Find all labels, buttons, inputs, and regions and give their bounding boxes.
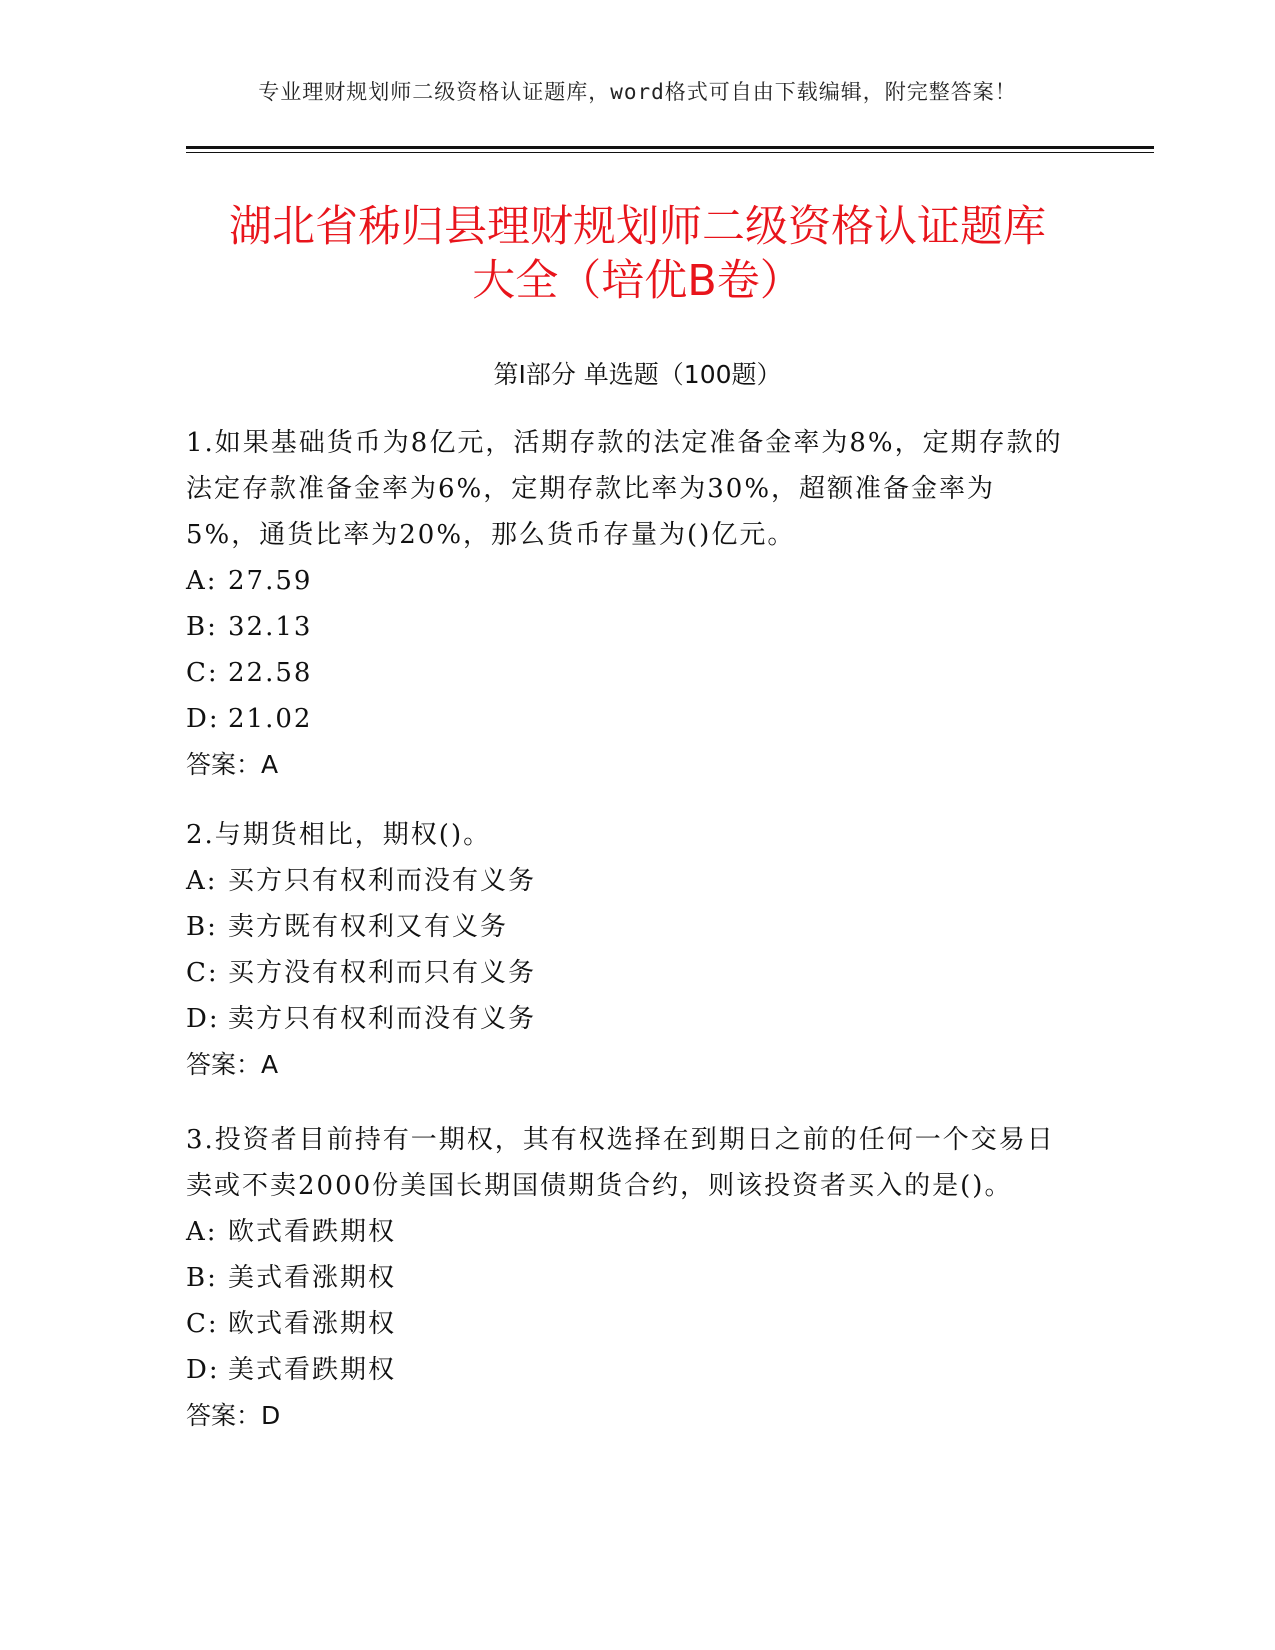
option-d (186, 696, 1066, 742)
option-a (186, 558, 1066, 604)
option-letter: D: (186, 704, 220, 734)
option-a (186, 1209, 1066, 1255)
option-c (186, 650, 1066, 696)
question-2 (186, 812, 1066, 1088)
answer: 答案：A (186, 1050, 279, 1079)
option-d (186, 1347, 1066, 1393)
title-line-2: 大全（培优B卷） (472, 256, 803, 306)
option-text: 美式看跌期权 (228, 1355, 397, 1385)
option-text: 欧式看涨期权 (228, 1309, 397, 1339)
option-b (186, 904, 1066, 950)
page-header: 专业理财规划师二级资格认证题库，word格式可自由下载编辑，附完整答案！ (258, 80, 1017, 104)
title-line-1: 湖北省秭归县理财规划师二级资格认证题库 (229, 202, 1046, 252)
option-text: 买方没有权利而只有义务 (228, 958, 537, 988)
question-stem: 1.如果基础货币为8亿元，活期存款的法定准备金率为8%，定期存款的法定存款准备金率为6%，定期存款比率为30%，超额准备金率为5%，通货比率为20%，那么货币存量为()亿元。 (186, 428, 1063, 550)
option-text: 买方只有权利而没有义务 (228, 866, 537, 896)
option-letter: B: (186, 912, 218, 942)
option-b (186, 1255, 1066, 1301)
option-letter: C: (186, 958, 219, 988)
option-letter: D: (186, 1004, 220, 1034)
option-letter: A: (186, 566, 218, 596)
option-letter: C: (186, 1309, 219, 1339)
option-a (186, 858, 1066, 904)
option-letter: A: (186, 1217, 218, 1247)
question-1 (186, 420, 1066, 788)
header-rule-thick (186, 146, 1154, 149)
option-letter: A: (186, 866, 218, 896)
option-letter: D: (186, 1355, 220, 1385)
option-text: 32.13 (228, 612, 313, 642)
option-letter: B: (186, 1263, 218, 1293)
option-text: 卖方既有权利又有义务 (228, 912, 509, 942)
answer: 答案：D (186, 1401, 281, 1430)
option-text: 21.02 (228, 704, 313, 734)
option-letter: C: (186, 658, 219, 688)
question-stem: 3.投资者目前持有一期权，其有权选择在到期日之前的任何一个交易日卖或不卖2000份美国长期国债期货合约，则该投资者买入的是()。 (186, 1125, 1055, 1201)
question-stem: 2.与期货相比，期权()。 (186, 820, 492, 850)
option-b (186, 604, 1066, 650)
answer: 答案：A (186, 750, 279, 779)
option-text: 美式看涨期权 (228, 1263, 397, 1293)
option-c (186, 1301, 1066, 1347)
option-text: 27.59 (228, 566, 313, 596)
option-d (186, 996, 1066, 1042)
option-text: 卖方只有权利而没有义务 (228, 1004, 537, 1034)
document-title (0, 200, 1275, 308)
header-rule-thin (186, 152, 1154, 153)
option-letter: B: (186, 612, 218, 642)
option-text: 欧式看跌期权 (228, 1217, 397, 1247)
option-text: 22.58 (228, 658, 313, 688)
section-title: 第Ⅰ部分 单选题（100题） (493, 360, 782, 389)
option-c (186, 950, 1066, 996)
question-3 (186, 1117, 1066, 1439)
